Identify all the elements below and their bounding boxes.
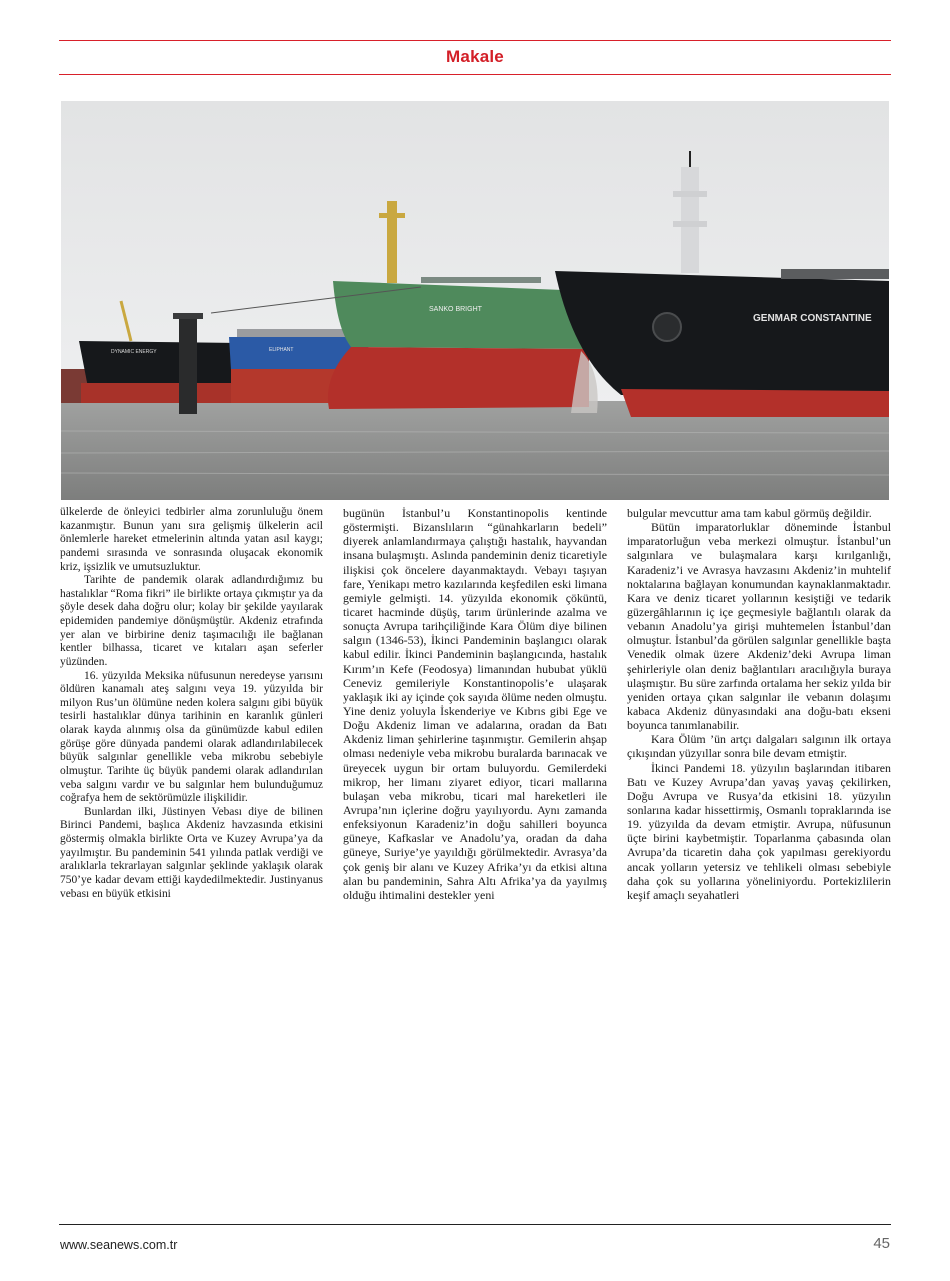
paragraph: Kara Ölüm ’ün artçı dalgaları salgının ilk ortaya çıkışından yüzyıllar sonra bile devam etmiştir. xyxy=(627,732,891,761)
text-column-3 xyxy=(627,506,891,1212)
ship-name-1: DYNAMIC ENERGY xyxy=(111,349,157,355)
ships-photo xyxy=(61,101,889,500)
text-column-1 xyxy=(60,506,323,1212)
paragraph: Tarihte de pandemik olarak adlandırdığımız bu hastalıklar “Roma fikri” ile birlikte ortaya çıkmıştır ya da şöyle desek daha doğru olur; kolay bir şekilde yayılarak epidemiden pandemiye dönüşmüştür. Akdeniz etrafında yer alan ve birbirine deniz taşımacılığı ile bağlanan kentler bilhassa, ticaret ve kıtaları aşan seferler yüzünden. xyxy=(60,574,323,668)
paragraph: Bütün imparatorluklar döneminde İstanbul imparatorluğun veba merkezi olmuştur. İstanbul’un salgınlara ve bulaşmalara karşı kırılganlığı, Karadeniz’i ve Avrasya havzasını Akdeniz’in muhtelif noktalarına bağlayan konumundan kaynaklanmaktadır. Kara ve deniz ticaret yollarının kesiştiği ve tedarik güzergâhlarının iç içe geçmesiyle bağlantılı olarak da vebanın Anadolu’ya girişi muhtemelen İstanbul’dan olmuştur. İstanbul’da görülen salgınlar genellikle başta Venedik olmak üzere Akdeniz’deki Avrupa liman şehirleriyle olan deniz bağlantıları aracılığıyla buraya ulaşmıştır. Bu süre zarfında ortalama her sekiz yılda bir yeniden ortaya çıkan salgınlar ile vebanın dolaşımı kabaca Akdeniz dünyasındaki ana doğu-batı ekseni boyunca tanımlanabilir. xyxy=(627,520,891,733)
paragraph: İkinci Pandemi 18. yüzyılın başlarından itibaren Batı ve Kuzey Avrupa’dan yavaş yavaş çekilirken, Doğu Avrupa ve Rusya’da etkisini 18. yüzyılın sonlarına kadar hissettirmiş, Osmanlı topraklarında ise 19. yüzyılda da devam etmiştir. Avrupa, nüfusunun üçte birini kaybetmiştir. Toparlanma çabasında olan Avrupa’da ticaretin daha çok yapılması gerekiyordu ancak yolların yetersiz ve tehlikeli olması sebebiyle daha çok su yollarına yöneliniyordu. Portekizlilerin keşif amaçlı seyahatleri xyxy=(627,760,891,902)
paragraph: 16. yüzyılda Meksika nüfusunun neredeyse yarısını öldüren kanamalı ateş salgını veya 19. yüzyılda bir milyon Rus’un ölümüne neden kolera salgını gibi büyük tesirli hastalıklar dünya tarihinin en karanlık günleri olarak kayda alınmış olsa da günümüzde kabul edilen görüşe göre dünyada pandemi olarak adlandırılabilecek büyük salgınlar genellikle veba mikrobu sebebiyle olmuştur. Tarihte üç büyük pandemi olarak adlandırılan veba salgını vardır ve bu salgınlar hem bulunduğumuz coğrafya hem de sektörümüzle ilişkilidir. xyxy=(60,669,323,805)
paragraph: ülkelerde de önleyici tedbirler alma zorunluluğu önem kazanmıştır. Bunun yanı sıra gelişmiş ülkelerin acil önlemlerle hareket etmelerinin altında yatan asıl kaygı; pandemi sırasında ve sonrasında oluşacak ekonomik kriz, işsizlik ve umutsuzluktur. xyxy=(60,506,323,573)
ship-name-2: ELIPHANT xyxy=(269,347,294,353)
footer-website-link[interactable]: www.seanews.com.tr xyxy=(60,1238,178,1252)
ship-name-3: SANKO BRIGHT xyxy=(429,306,482,313)
ship-name-4: GENMAR CONSTANTINE xyxy=(753,313,872,324)
page-number: 45 xyxy=(873,1235,890,1252)
paragraph: bulgular mevcuttur ama tam kabul görmüş değildir. xyxy=(627,506,872,520)
header-rule-top xyxy=(59,40,891,41)
paragraph: Bunlardan ilki, Jüstinyen Vebası diye de bilinen Birinci Pandemi, başlıca Akdeniz havzasında etkisini göstermiş olmakla birlikte Orta ve Kuzey Avrupa’ya da yayılmıştır. Bu pandeminin 541 yılında patlak verdiği ve aralıklarla tekrarlayan salgınlar şeklinde yaklaşık olarak 750’ye kadar devam ettiği kaydedilmektedir. Justinyanus vebası en büyük etkisini xyxy=(60,805,323,900)
footer-rule xyxy=(59,1224,891,1225)
section-title: Makale xyxy=(446,47,504,66)
text-column-2 xyxy=(343,506,607,1212)
paragraph: bugünün İstanbul’u Konstantinopolis kentinde göstermişti. Bizanslıların “günahkarların bedeli” diyerek anlamlandırmaya çalıştığı hastalık, hayvandan insana bulaşmıştı. Aslında pandeminin deniz ticaretiyle ilişkisi çok öncelere dayanmaktaydı. Vebayı taşıyan fare, Yenikapı metro kazılarında keşfedilen eski limana gemiyle gelmişti. 14. yüzyılda ekonomik çöküntü, ticaret hacminde düşüş, tarım ürünlerinde azalma ve sonuçta Avrupa tarihçiliğinde Kara Ölüm diye bilinen salgın (1346-53), İkinci Pandeminin başlangıcı olarak kabul edilir. İkinci Pandeminin başlangıcında, hastalık Kırım’ın Kefe (Feodosya) limanından hububat yüklü Ceneviz gemileriyle Konstantinopolis’e ulaşarak yaklaşık iki ay içinde çok sayıda ölüme neden olmuştu. Yine deniz yoluyla İskenderiye ve Kıbrıs gibi Ege ve Doğu Akdeniz liman ve adalarına, oradan da Batı Akdeniz liman şehirlerine taşınmıştır. Gemilerin ahşap olması nedeniyle veba mikrobu buralarda barınacak ve üreyecek uygun bir ortam buluyordu. Gemilerdeki mikrop, her limanı ziyaret ediyor, ticari mallarına bulaşan veba mikrobu, ticari mal hareketleri ile Avrupa’nın içlerine doğru yayılıyordu. Aynı zamanda enfeksiyonun Karadeniz’in doğu sahilleri boyunca güneye, Kafkaslar ve Anadolu’ya, oradan da daha güneye, Suriye’ye yayıldığı görülmektedir. Avrasya’da çok geniş bir alanı ve Kuzey Afrika’yı da etkisi altına alan bu pandeminin, Sahra Altı Afrika’ya da yayılmış olduğu ihtimalini destekler yeni xyxy=(343,506,607,902)
header-rule-bottom xyxy=(59,74,891,75)
